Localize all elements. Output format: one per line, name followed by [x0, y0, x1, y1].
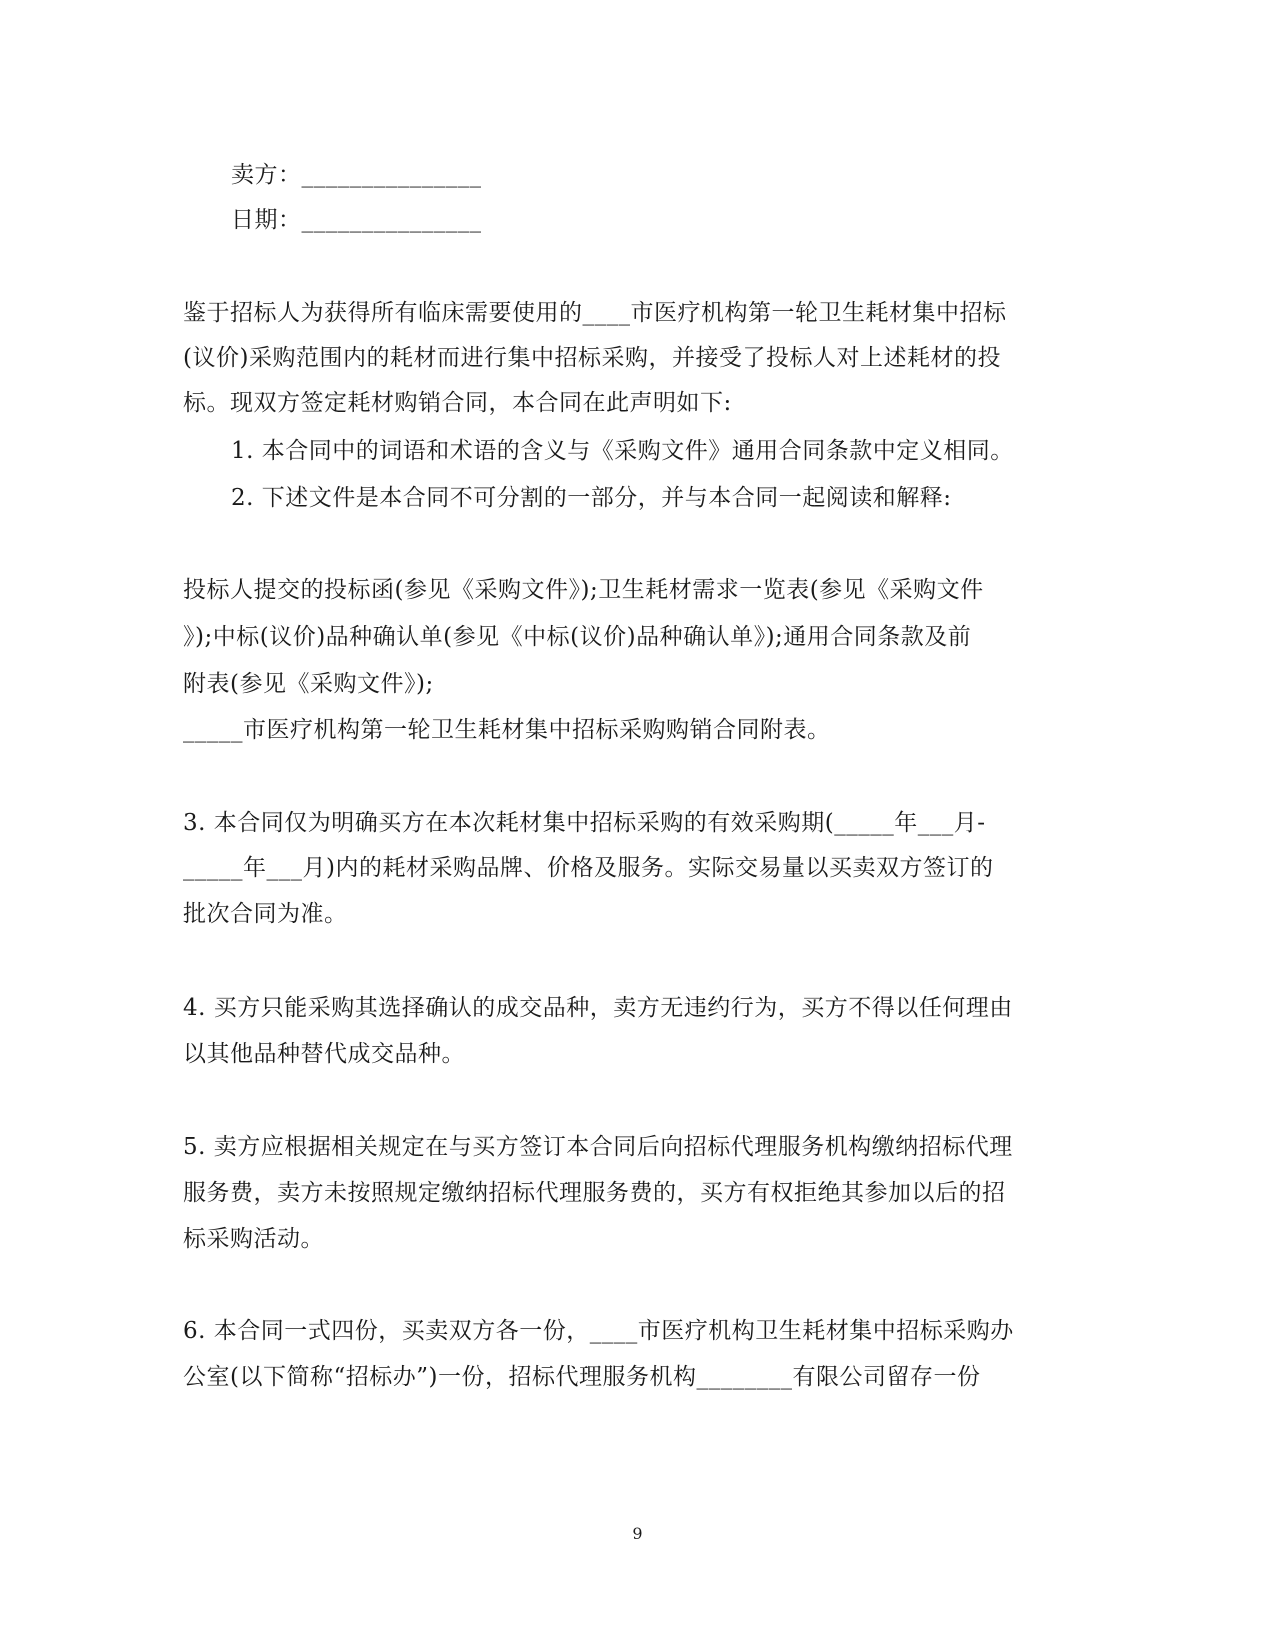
documents-line-1: 投标人提交的投标函(参见《采购文件》);卫生耗材需求一览表(参见《采购文件 [183, 577, 984, 603]
clause-1: 1. 本合同中的词语和术语的含义与《采购文件》通用合同条款中定义相同。 [231, 438, 1014, 464]
clause-3-line-1: 3. 本合同仅为明确买方在本次耗材集中招标采购的有效采购期(_____年___月- [183, 810, 986, 836]
clause-5-line-1: 5. 卖方应根据相关规定在与买方签订本合同后向招标代理服务机构缴纳招标代理 [183, 1134, 1013, 1160]
date-signature-line: 日期：_______________ [231, 207, 482, 233]
clause-4-line-2: 以其他品种替代成交品种。 [183, 1041, 465, 1067]
intro-line-2: (议价)采购范围内的耗材而进行集中招标采购，并接受了投标人对上述耗材的投 [183, 345, 1001, 371]
intro-line-1: 鉴于招标人为获得所有临床需要使用的____市医疗机构第一轮卫生耗材集中招标 [183, 300, 1007, 326]
page-number: 9 [632, 1524, 643, 1543]
documents-line-4: _____市医疗机构第一轮卫生耗材集中招标采购购销合同附表。 [183, 717, 831, 743]
clause-2: 2. 下述文件是本合同不可分割的一部分，并与本合同一起阅读和解释: [231, 485, 952, 511]
intro-line-3: 标。现双方签定耗材购销合同，本合同在此声明如下: [183, 390, 732, 416]
clause-6-line-2: 公室(以下简称“招标办”)一份，招标代理服务机构________有限公司留存一份 [183, 1364, 981, 1390]
clause-5-line-3: 标采购活动。 [183, 1226, 324, 1252]
clause-3-line-2: _____年___月)内的耗材采购品牌、价格及服务。实际交易量以买卖双方签订的 [183, 855, 994, 881]
clause-6-line-1: 6. 本合同一式四份，买卖双方各一份，____市医疗机构卫生耗材集中招标采购办 [183, 1318, 1014, 1344]
seller-signature-line: 卖方：_______________ [231, 162, 482, 188]
documents-line-2: 》);中标(议价)品种确认单(参见《中标(议价)品种确认单》);通用合同条款及前 [183, 624, 972, 650]
documents-line-3: 附表(参见《采购文件》); [183, 671, 434, 697]
clause-4-line-1: 4. 买方只能采购其选择确认的成交品种，卖方无违约行为，买方不得以任何理由 [183, 995, 1013, 1021]
clause-3-line-3: 批次合同为准。 [183, 901, 348, 927]
clause-5-line-2: 服务费，卖方未按照规定缴纳招标代理服务费的，买方有权拒绝其参加以后的招 [183, 1180, 1006, 1206]
